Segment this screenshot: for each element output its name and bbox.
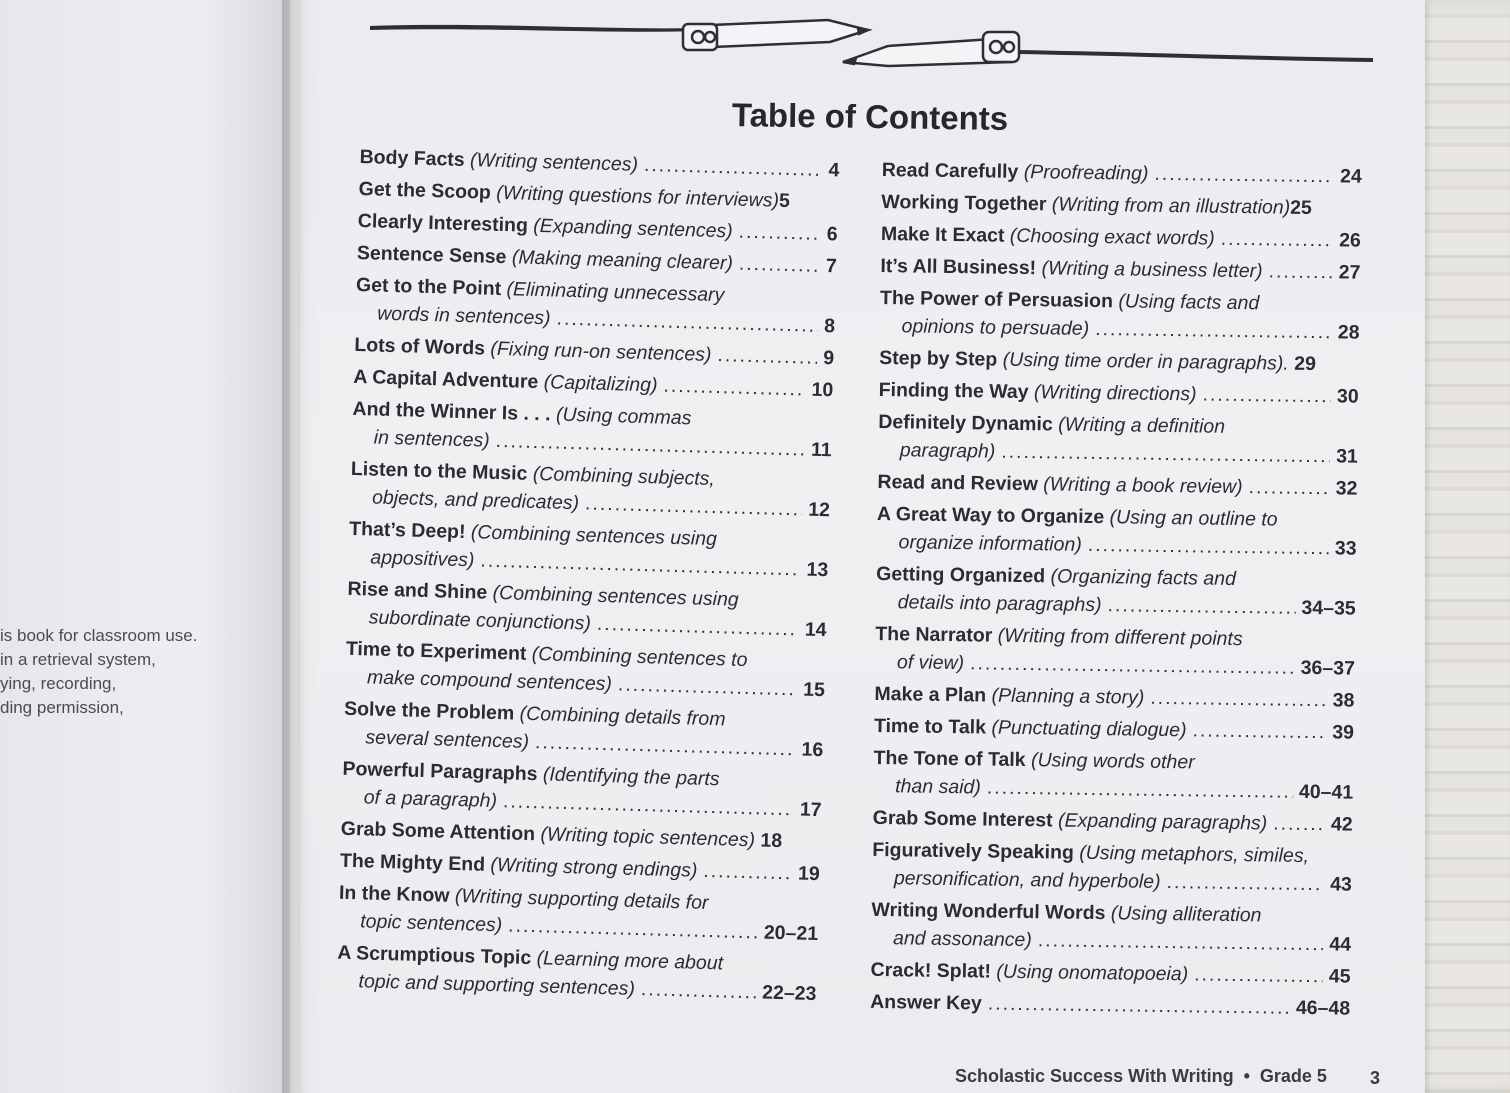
entry-title: It’s All Business! xyxy=(880,254,1037,280)
entry-title: Sentence Sense xyxy=(356,241,507,269)
entry-title: Crack! Splat! xyxy=(870,958,992,983)
entry-description: (Organizing facts and xyxy=(1050,565,1237,590)
leader-dots xyxy=(1038,926,1324,958)
entry-title: Clearly Interesting xyxy=(357,209,529,237)
copyright-line: ding permission, xyxy=(0,698,124,717)
entry-title: A Capital Adventure xyxy=(353,365,539,394)
entry-page: 26 xyxy=(1339,229,1362,252)
entry-description: (Combining details from xyxy=(519,702,726,731)
copyright-line: in a retrieval system, xyxy=(0,650,156,669)
entry-description: (Using words other xyxy=(1030,749,1195,774)
entry-description: (Writing from an illustration) xyxy=(1051,193,1291,219)
entry-page: 33 xyxy=(1334,537,1357,560)
entry-title: Body Facts xyxy=(359,145,465,171)
entry-description-cont: paragraph) xyxy=(899,439,996,463)
leader-dots xyxy=(717,341,818,372)
entry-title: And the Winner Is . . . xyxy=(352,397,551,426)
entry-description: (Writing supporting details for xyxy=(454,884,709,915)
entry-description-cont: details into paragraphs) xyxy=(897,591,1102,617)
entry-page: 11 xyxy=(810,438,832,462)
leader-dots xyxy=(1154,160,1334,191)
leader-dots xyxy=(703,857,792,887)
entry-title: Solve the Problem xyxy=(343,697,515,725)
leader-dots xyxy=(988,990,1290,1022)
entry-description: (Writing directions) xyxy=(1033,381,1197,406)
entry-title: Get the Scoop xyxy=(358,177,492,204)
toc-entry xyxy=(871,896,1352,959)
pencil-icon xyxy=(843,32,1019,66)
entry-title: Working Together xyxy=(881,190,1047,216)
leader-dots xyxy=(1107,591,1295,622)
entry-title: Get to the Point xyxy=(355,273,502,300)
entry-description-cont: appositives) xyxy=(370,546,475,572)
entry-description: (Writing from different points xyxy=(997,624,1243,651)
entry-title: Make It Exact xyxy=(880,222,1005,247)
entry-page: 16 xyxy=(801,738,824,762)
entry-description: (Writing questions for interviews) xyxy=(495,181,780,212)
entry-description: (Fixing run-on sentences) xyxy=(490,337,712,366)
left-page xyxy=(0,0,290,1093)
leader-dots xyxy=(1202,380,1331,410)
toc-entry xyxy=(876,560,1357,623)
toc-entry xyxy=(875,620,1356,683)
entry-page: 46–48 xyxy=(1295,996,1351,1020)
entry-description: (Identifying the parts xyxy=(542,763,720,791)
entry-description: (Writing topic sentences) xyxy=(540,823,756,852)
entry-description: (Eliminating unnecessary xyxy=(506,278,725,307)
entry-title: A Scrumptious Topic xyxy=(337,941,532,970)
entry-page: 44 xyxy=(1329,933,1352,956)
entry-description-cont: organize information) xyxy=(898,531,1082,556)
leader-dots xyxy=(738,250,820,280)
entry-title: Answer Key xyxy=(870,990,982,1015)
entry-page: 42 xyxy=(1330,813,1353,836)
entry-description: (Capitalizing) xyxy=(543,371,658,397)
entry-description-cont: subordinate conjunctions) xyxy=(368,606,592,635)
toc-entry xyxy=(872,836,1353,899)
leader-dots xyxy=(644,151,823,184)
entry-description: (Combining sentences using xyxy=(470,521,718,551)
entry-description-cont: and assonance) xyxy=(892,927,1033,952)
entry-title: Step by Step xyxy=(879,346,998,371)
entry-title: Powerful Paragraphs xyxy=(342,757,538,786)
entry-description: (Using facts and xyxy=(1118,290,1260,315)
entry-description: (Writing a business letter) xyxy=(1041,257,1263,283)
entry-description: (Using commas xyxy=(555,403,692,430)
entry-description-cont: several sentences) xyxy=(365,726,530,753)
entry-page: 18 xyxy=(760,829,783,853)
entry-description: (Combining subjects, xyxy=(532,462,716,491)
entry-title: Read and Review xyxy=(877,470,1038,496)
entry-page: 28 xyxy=(1337,321,1360,344)
entry-description: (Writing sentences) xyxy=(469,149,639,176)
entry-description: (Proofreading) xyxy=(1023,160,1149,185)
entry-description-cont: in sentences) xyxy=(373,426,491,452)
entry-page: 10 xyxy=(811,378,834,402)
entry-description-cont: words in sentences) xyxy=(376,302,551,330)
entry-description: (Combining sentences to xyxy=(531,643,748,672)
entry-page: 5 xyxy=(778,189,791,213)
entry-page: 19 xyxy=(797,862,821,886)
entry-description-cont: opinions to persuade) xyxy=(901,315,1090,340)
entry-title: Listen to the Music xyxy=(350,457,528,485)
entry-description-cont: than said) xyxy=(895,775,981,799)
entry-page: 38 xyxy=(1332,689,1355,712)
entry-title: In the Know xyxy=(338,881,450,907)
leader-dots xyxy=(641,975,757,1006)
entry-description-cont: topic and supporting sentences) xyxy=(358,970,636,1001)
leader-dots xyxy=(970,649,1295,682)
entry-title: The Tone of Talk xyxy=(873,746,1026,772)
entry-page: 22–23 xyxy=(761,981,817,1006)
entry-title: Getting Organized xyxy=(876,562,1046,588)
footer-book-title: Scholastic Success With Writing xyxy=(955,1066,1234,1086)
entry-description: (Using metaphors, similes, xyxy=(1079,841,1310,868)
entry-title: A Great Way to Organize xyxy=(876,502,1105,529)
entry-page: 34–35 xyxy=(1301,596,1356,620)
entry-page: 29 xyxy=(1294,352,1317,376)
entry-title: Grab Some Attention xyxy=(340,817,536,846)
footer-grade: Grade 5 xyxy=(1259,1066,1327,1086)
entry-page: 24 xyxy=(1339,165,1362,188)
leader-dots xyxy=(1248,473,1329,502)
entry-page: 8 xyxy=(823,315,836,338)
pencil-icon xyxy=(683,20,868,50)
entry-description: (Using time order in paragraphs). xyxy=(1002,348,1289,375)
entry-page: 30 xyxy=(1336,385,1359,408)
entry-description-cont: of a paragraph) xyxy=(363,786,498,813)
entry-page: 15 xyxy=(802,678,826,702)
entry-description: (Using alliteration xyxy=(1110,902,1262,927)
leader-dots xyxy=(1001,438,1330,471)
entry-page: 39 xyxy=(1332,721,1355,744)
leader-dots xyxy=(1273,810,1325,839)
entry-page: 45 xyxy=(1328,965,1351,988)
entry-title: Lots of Words xyxy=(354,333,486,360)
entry-page: 9 xyxy=(823,347,835,370)
entry-page: 14 xyxy=(804,618,827,642)
entry-description: (Using an outline to xyxy=(1109,506,1278,531)
toc-left-column xyxy=(336,143,840,1008)
book-gutter xyxy=(282,0,322,1093)
entry-description: (Learning more about xyxy=(536,947,724,975)
page-footer xyxy=(955,1066,1327,1087)
toc-entry xyxy=(876,500,1357,563)
entry-description: (Writing a definition xyxy=(1058,413,1226,438)
entry-page: 17 xyxy=(799,798,822,822)
toc-entry xyxy=(878,408,1359,471)
leader-dots xyxy=(1166,868,1324,898)
leader-dots xyxy=(1095,315,1332,346)
entry-page: 12 xyxy=(807,498,831,522)
entry-description-cont: of view) xyxy=(896,651,965,675)
entry-description: (Expanding sentences) xyxy=(533,214,734,243)
entry-page: 32 xyxy=(1335,477,1358,500)
entry-title: The Power of Persuasion xyxy=(879,286,1114,313)
entry-title: Time to Experiment xyxy=(345,637,527,665)
copyright-line: is book for classroom use. xyxy=(0,626,198,645)
leader-dots xyxy=(597,610,800,644)
entry-description-cont: objects, and predicates) xyxy=(371,486,580,515)
leader-dots xyxy=(1192,716,1326,746)
toc-entry xyxy=(879,284,1360,347)
entry-title: Finding the Way xyxy=(878,378,1029,404)
entry-title: Rise and Shine xyxy=(347,577,488,604)
entry-title: Make a Plan xyxy=(874,682,987,707)
entry-description: (Combining sentences using xyxy=(492,581,739,611)
leader-dots xyxy=(1088,531,1329,562)
entry-description: (Punctuating dialogue) xyxy=(991,716,1187,742)
entry-page: 31 xyxy=(1335,445,1359,468)
entry-title: Figuratively Speaking xyxy=(872,838,1075,864)
leader-dots xyxy=(738,218,821,248)
entry-page: 20–21 xyxy=(763,921,819,946)
entry-description: (Writing strong endings) xyxy=(490,853,698,882)
leader-dots xyxy=(987,774,1293,806)
entry-description-cont: topic sentences) xyxy=(359,910,503,937)
page-number: 3 xyxy=(1370,1068,1381,1088)
leader-dots xyxy=(1221,225,1334,255)
entry-description-cont: personification, and hyperbole) xyxy=(893,867,1161,893)
entry-page: 4 xyxy=(828,159,840,182)
leader-dots xyxy=(663,372,806,404)
entry-title: Grab Some Interest xyxy=(872,806,1053,832)
entry-title: The Narrator xyxy=(875,622,993,647)
entry-page: 6 xyxy=(826,223,838,246)
entry-title: Time to Talk xyxy=(873,714,987,739)
leader-dots xyxy=(1150,684,1327,714)
entry-title: That’s Deep! xyxy=(348,517,466,544)
entry-description: (Using onomatopoeia) xyxy=(996,960,1189,986)
entry-title: Read Carefully xyxy=(881,158,1019,183)
entry-page: 43 xyxy=(1330,873,1353,896)
entry-page: 13 xyxy=(806,558,829,582)
footer-bullet: • xyxy=(1243,1066,1250,1086)
entry-page: 25 xyxy=(1290,196,1313,220)
entry-description: (Writing a book review) xyxy=(1043,473,1243,499)
entry-description-cont: make compound sentences) xyxy=(366,666,613,696)
leader-dots xyxy=(1268,257,1332,286)
entry-page: 40–41 xyxy=(1298,780,1354,804)
entry-description: (Making meaning clearer) xyxy=(511,246,734,275)
copyright-text xyxy=(0,624,197,720)
entry-page: 7 xyxy=(825,255,838,278)
entry-description: (Expanding paragraphs) xyxy=(1057,809,1268,835)
pencil-banner-illustration xyxy=(368,12,1378,84)
entry-page: 36–37 xyxy=(1300,656,1356,680)
copyright-line: ying, recording, xyxy=(0,674,117,693)
entry-description: (Planning a story) xyxy=(991,684,1145,709)
entry-title: Definitely Dynamic xyxy=(878,410,1053,436)
leader-dots xyxy=(618,670,798,703)
toc-right-column xyxy=(870,156,1362,1023)
entry-title: Writing Wonderful Words xyxy=(871,898,1106,925)
page-title: Table of Contents xyxy=(731,96,1009,137)
entry-title: The Mighty End xyxy=(339,849,486,876)
leader-dots xyxy=(1194,960,1323,990)
entry-description: (Choosing exact words) xyxy=(1009,224,1215,250)
toc-entry xyxy=(873,744,1354,807)
entry-page: 27 xyxy=(1338,261,1361,284)
